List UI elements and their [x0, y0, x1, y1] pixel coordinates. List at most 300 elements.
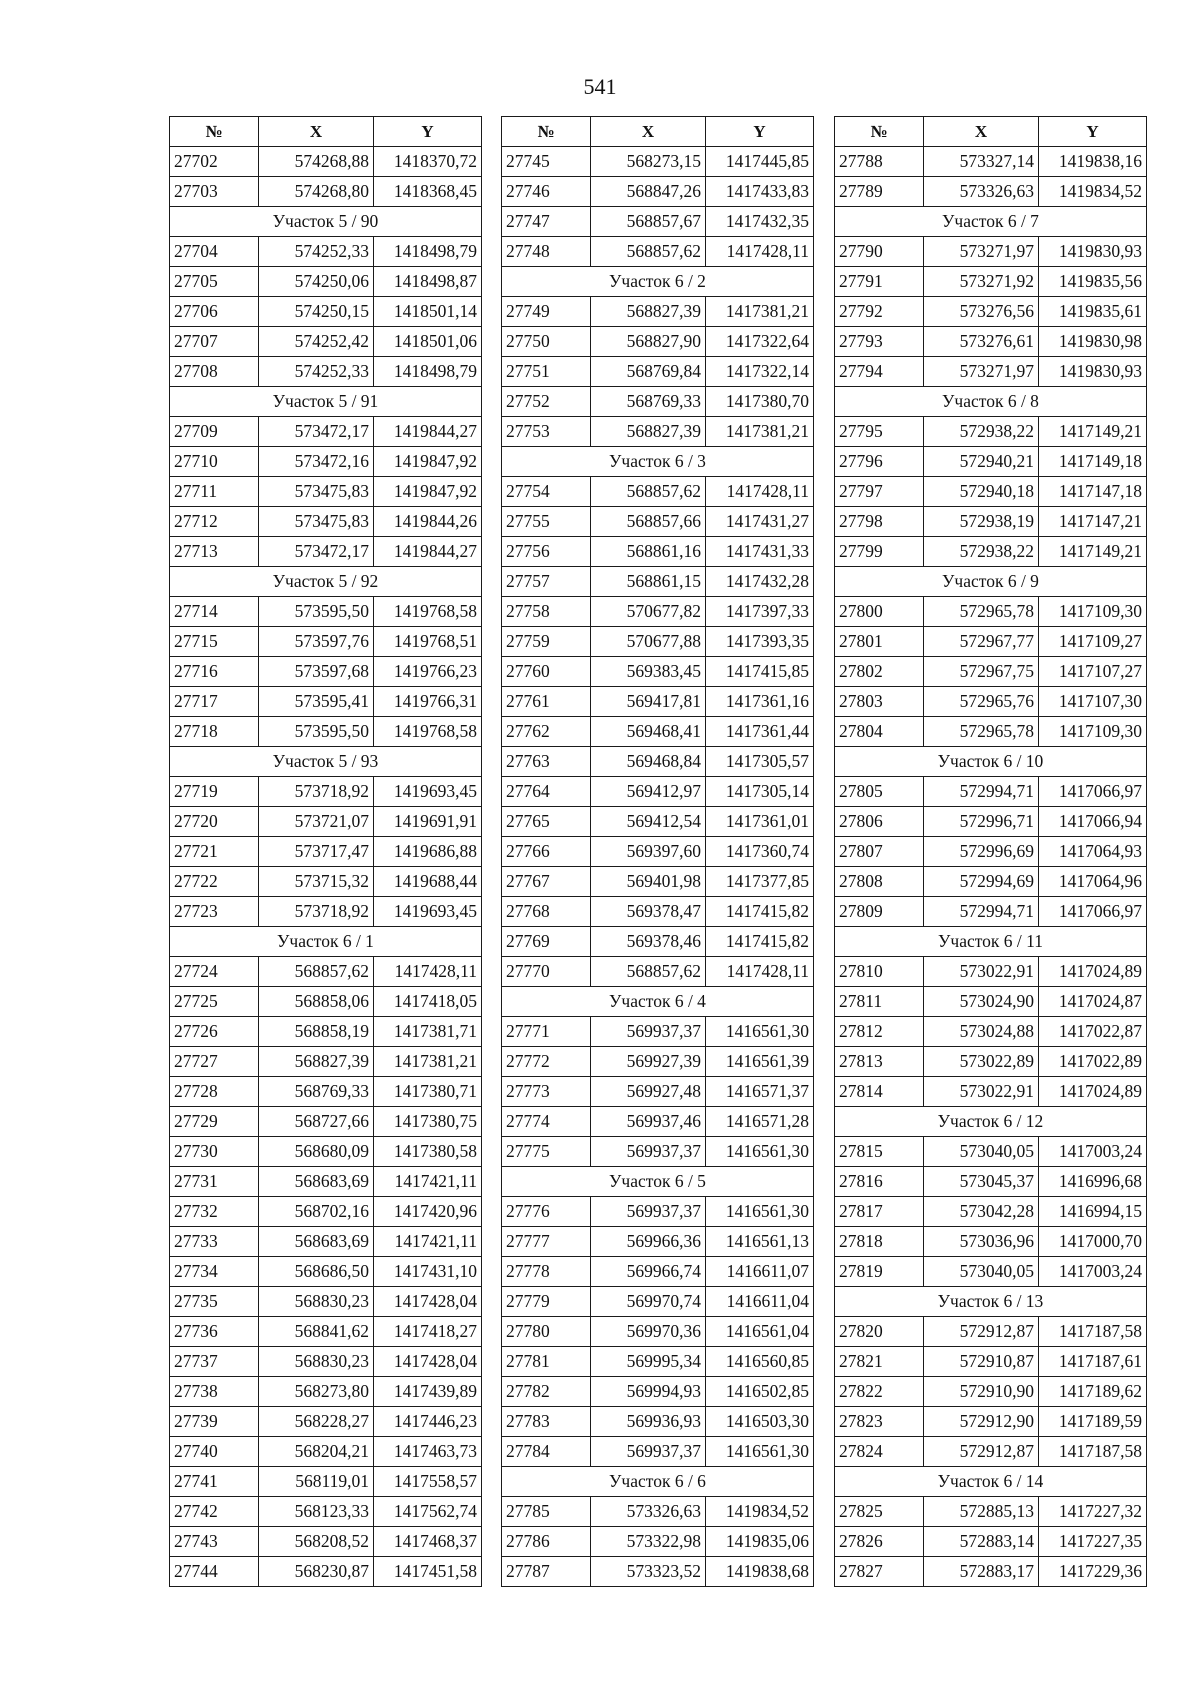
- y-coordinate-cell: 1417322,14: [706, 357, 814, 387]
- table-row: [835, 687, 1147, 717]
- point-number-cell: 27807: [835, 837, 924, 867]
- table-row: [502, 1287, 814, 1317]
- point-number-cell: 27721: [170, 837, 259, 867]
- section-title: Участок 6 / 6: [502, 1467, 814, 1497]
- header-y: Y: [706, 117, 814, 147]
- section-row: [502, 447, 814, 477]
- table-row: [502, 957, 814, 987]
- y-coordinate-cell: 1417439,89: [374, 1377, 482, 1407]
- x-coordinate-cell: 568827,39: [259, 1047, 374, 1077]
- y-coordinate-cell: 1417109,30: [1039, 597, 1147, 627]
- x-coordinate-cell: 573472,16: [259, 447, 374, 477]
- x-coordinate-cell: 572883,14: [924, 1527, 1039, 1557]
- point-number-cell: 27820: [835, 1317, 924, 1347]
- point-number-cell: 27744: [170, 1557, 259, 1587]
- point-number-cell: 27740: [170, 1437, 259, 1467]
- y-coordinate-cell: 1419768,51: [374, 627, 482, 657]
- section-row: [502, 1167, 814, 1197]
- x-coordinate-cell: 569468,41: [591, 717, 706, 747]
- table-row: [170, 477, 482, 507]
- table-row: [502, 687, 814, 717]
- section-row: [835, 207, 1147, 237]
- section-row: [170, 387, 482, 417]
- table-row: [170, 417, 482, 447]
- point-number-cell: 27723: [170, 897, 259, 927]
- x-coordinate-cell: 568841,62: [259, 1317, 374, 1347]
- point-number-cell: 27782: [502, 1377, 591, 1407]
- x-coordinate-cell: 569378,47: [591, 897, 706, 927]
- point-number-cell: 27705: [170, 267, 259, 297]
- section-row: [835, 1107, 1147, 1137]
- table-row: [502, 1137, 814, 1167]
- x-coordinate-cell: 569966,36: [591, 1227, 706, 1257]
- point-number-cell: 27764: [502, 777, 591, 807]
- table-row: [835, 297, 1147, 327]
- table-row: [835, 657, 1147, 687]
- y-coordinate-cell: 1418370,72: [374, 147, 482, 177]
- table-row: [170, 1437, 482, 1467]
- x-coordinate-cell: 573475,83: [259, 507, 374, 537]
- table-row: [502, 507, 814, 537]
- header-row: [835, 117, 1147, 147]
- x-coordinate-cell: 572938,22: [924, 537, 1039, 567]
- x-coordinate-cell: 568858,06: [259, 987, 374, 1017]
- table-row: [835, 1347, 1147, 1377]
- y-coordinate-cell: 1419847,92: [374, 447, 482, 477]
- x-coordinate-cell: 572938,19: [924, 507, 1039, 537]
- point-number-cell: 27731: [170, 1167, 259, 1197]
- section-row: [835, 1287, 1147, 1317]
- point-number-cell: 27795: [835, 417, 924, 447]
- table-row: [502, 1257, 814, 1287]
- section-title: Участок 5 / 92: [170, 567, 482, 597]
- point-number-cell: 27738: [170, 1377, 259, 1407]
- x-coordinate-cell: 572940,18: [924, 477, 1039, 507]
- table-row: [170, 267, 482, 297]
- x-coordinate-cell: 569970,36: [591, 1317, 706, 1347]
- table-row: [502, 807, 814, 837]
- x-coordinate-cell: 568857,62: [259, 957, 374, 987]
- point-number-cell: 27760: [502, 657, 591, 687]
- table-row: [835, 1527, 1147, 1557]
- table-row: [502, 1557, 814, 1587]
- table-row: [502, 177, 814, 207]
- y-coordinate-cell: 1417380,75: [374, 1107, 482, 1137]
- table-row: [835, 1377, 1147, 1407]
- table-row: [170, 687, 482, 717]
- header-y: Y: [374, 117, 482, 147]
- point-number-cell: 27718: [170, 717, 259, 747]
- point-number-cell: 27710: [170, 447, 259, 477]
- y-coordinate-cell: 1419838,68: [706, 1557, 814, 1587]
- header-x: X: [591, 117, 706, 147]
- x-coordinate-cell: 572912,87: [924, 1317, 1039, 1347]
- section-row: [835, 567, 1147, 597]
- x-coordinate-cell: 570677,82: [591, 597, 706, 627]
- table-row: [170, 597, 482, 627]
- y-coordinate-cell: 1416994,15: [1039, 1197, 1147, 1227]
- x-coordinate-cell: 568230,87: [259, 1557, 374, 1587]
- y-coordinate-cell: 1417380,58: [374, 1137, 482, 1167]
- y-coordinate-cell: 1417381,21: [374, 1047, 482, 1077]
- section-title: Участок 6 / 11: [835, 927, 1147, 957]
- x-coordinate-cell: 574250,15: [259, 297, 374, 327]
- y-coordinate-cell: 1417147,18: [1039, 477, 1147, 507]
- table-row: [502, 387, 814, 417]
- section-row: [170, 207, 482, 237]
- table-row: [170, 327, 482, 357]
- point-number-cell: 27739: [170, 1407, 259, 1437]
- section-title: Участок 5 / 90: [170, 207, 482, 237]
- y-coordinate-cell: 1419830,98: [1039, 327, 1147, 357]
- table-row: [502, 1347, 814, 1377]
- section-title: Участок 6 / 1: [170, 927, 482, 957]
- y-coordinate-cell: 1417428,04: [374, 1287, 482, 1317]
- point-number-cell: 27791: [835, 267, 924, 297]
- point-number-cell: 27709: [170, 417, 259, 447]
- x-coordinate-cell: 569937,46: [591, 1107, 706, 1137]
- y-coordinate-cell: 1419835,56: [1039, 267, 1147, 297]
- table-row: [835, 987, 1147, 1017]
- section-row: [170, 567, 482, 597]
- y-coordinate-cell: 1417024,87: [1039, 987, 1147, 1017]
- y-coordinate-cell: 1417189,62: [1039, 1377, 1147, 1407]
- y-coordinate-cell: 1417064,93: [1039, 837, 1147, 867]
- y-coordinate-cell: 1417003,24: [1039, 1257, 1147, 1287]
- table-row: [170, 627, 482, 657]
- table-row: [835, 1167, 1147, 1197]
- y-coordinate-cell: 1419844,26: [374, 507, 482, 537]
- table-row: [502, 777, 814, 807]
- table-row: [502, 1377, 814, 1407]
- y-coordinate-cell: 1419830,93: [1039, 357, 1147, 387]
- table-row: [170, 1167, 482, 1197]
- x-coordinate-cell: 572910,90: [924, 1377, 1039, 1407]
- point-number-cell: 27823: [835, 1407, 924, 1437]
- section-row: [170, 747, 482, 777]
- point-number-cell: 27800: [835, 597, 924, 627]
- x-coordinate-cell: 568119,01: [259, 1467, 374, 1497]
- coordinates-table-1: [169, 116, 482, 1587]
- point-number-cell: 27752: [502, 387, 591, 417]
- y-coordinate-cell: 1417445,85: [706, 147, 814, 177]
- y-coordinate-cell: 1417432,28: [706, 567, 814, 597]
- y-coordinate-cell: 1417187,58: [1039, 1437, 1147, 1467]
- point-number-cell: 27711: [170, 477, 259, 507]
- y-coordinate-cell: 1416561,04: [706, 1317, 814, 1347]
- table-row: [502, 897, 814, 927]
- table-row: [502, 597, 814, 627]
- y-coordinate-cell: 1417431,10: [374, 1257, 482, 1287]
- y-coordinate-cell: 1417149,21: [1039, 537, 1147, 567]
- table-row: [170, 957, 482, 987]
- point-number-cell: 27818: [835, 1227, 924, 1257]
- y-coordinate-cell: 1417229,36: [1039, 1557, 1147, 1587]
- table-row: [502, 627, 814, 657]
- point-number-cell: 27703: [170, 177, 259, 207]
- x-coordinate-cell: 572994,71: [924, 897, 1039, 927]
- point-number-cell: 27801: [835, 627, 924, 657]
- point-number-cell: 27763: [502, 747, 591, 777]
- x-coordinate-cell: 573327,14: [924, 147, 1039, 177]
- point-number-cell: 27746: [502, 177, 591, 207]
- y-coordinate-cell: 1416561,30: [706, 1437, 814, 1467]
- point-number-cell: 27761: [502, 687, 591, 717]
- y-coordinate-cell: 1416996,68: [1039, 1167, 1147, 1197]
- point-number-cell: 27784: [502, 1437, 591, 1467]
- point-number-cell: 27702: [170, 147, 259, 177]
- point-number-cell: 27805: [835, 777, 924, 807]
- y-coordinate-cell: 1417451,58: [374, 1557, 482, 1587]
- y-coordinate-cell: 1417227,32: [1039, 1497, 1147, 1527]
- y-coordinate-cell: 1417397,33: [706, 597, 814, 627]
- point-number-cell: 27727: [170, 1047, 259, 1077]
- y-coordinate-cell: 1416560,85: [706, 1347, 814, 1377]
- section-row: [835, 387, 1147, 417]
- section-title: Участок 6 / 4: [502, 987, 814, 1017]
- table-row: [835, 1257, 1147, 1287]
- table-row: [170, 1077, 482, 1107]
- table-row: [835, 777, 1147, 807]
- x-coordinate-cell: 568683,69: [259, 1227, 374, 1257]
- section-title: Участок 6 / 14: [835, 1467, 1147, 1497]
- section-title: Участок 5 / 91: [170, 387, 482, 417]
- table-row: [835, 627, 1147, 657]
- table-row: [170, 1527, 482, 1557]
- x-coordinate-cell: 569937,37: [591, 1437, 706, 1467]
- table-row: [170, 867, 482, 897]
- x-coordinate-cell: 572965,78: [924, 717, 1039, 747]
- point-number-cell: 27790: [835, 237, 924, 267]
- point-number-cell: 27714: [170, 597, 259, 627]
- y-coordinate-cell: 1419844,27: [374, 417, 482, 447]
- table-row: [502, 657, 814, 687]
- x-coordinate-cell: 569937,37: [591, 1197, 706, 1227]
- table-row: [170, 1377, 482, 1407]
- point-number-cell: 27804: [835, 717, 924, 747]
- table-row: [170, 447, 482, 477]
- point-number-cell: 27789: [835, 177, 924, 207]
- point-number-cell: 27812: [835, 1017, 924, 1047]
- table-row: [502, 477, 814, 507]
- point-number-cell: 27706: [170, 297, 259, 327]
- x-coordinate-cell: 573326,63: [591, 1497, 706, 1527]
- table-row: [835, 267, 1147, 297]
- y-coordinate-cell: 1417431,27: [706, 507, 814, 537]
- table-row: [835, 1437, 1147, 1467]
- y-coordinate-cell: 1417421,11: [374, 1167, 482, 1197]
- point-number-cell: 27751: [502, 357, 591, 387]
- table-row: [835, 477, 1147, 507]
- y-coordinate-cell: 1419766,31: [374, 687, 482, 717]
- point-number-cell: 27797: [835, 477, 924, 507]
- y-coordinate-cell: 1417558,57: [374, 1467, 482, 1497]
- x-coordinate-cell: 568123,33: [259, 1497, 374, 1527]
- y-coordinate-cell: 1419686,88: [374, 837, 482, 867]
- y-coordinate-cell: 1417421,11: [374, 1227, 482, 1257]
- x-coordinate-cell: 569995,34: [591, 1347, 706, 1377]
- point-number-cell: 27798: [835, 507, 924, 537]
- point-number-cell: 27813: [835, 1047, 924, 1077]
- x-coordinate-cell: 573271,92: [924, 267, 1039, 297]
- x-coordinate-cell: 572912,87: [924, 1437, 1039, 1467]
- y-coordinate-cell: 1417415,82: [706, 927, 814, 957]
- y-coordinate-cell: 1418501,14: [374, 297, 482, 327]
- point-number-cell: 27742: [170, 1497, 259, 1527]
- point-number-cell: 27821: [835, 1347, 924, 1377]
- table-row: [502, 1017, 814, 1047]
- point-number-cell: 27817: [835, 1197, 924, 1227]
- x-coordinate-cell: 568228,27: [259, 1407, 374, 1437]
- x-coordinate-cell: 568702,16: [259, 1197, 374, 1227]
- point-number-cell: 27755: [502, 507, 591, 537]
- table-row: [170, 1107, 482, 1137]
- table-row: [835, 1017, 1147, 1047]
- x-coordinate-cell: 568827,90: [591, 327, 706, 357]
- table-row: [170, 1497, 482, 1527]
- x-coordinate-cell: 568857,62: [591, 957, 706, 987]
- x-coordinate-cell: 573718,92: [259, 897, 374, 927]
- table-row: [835, 717, 1147, 747]
- y-coordinate-cell: 1417000,70: [1039, 1227, 1147, 1257]
- table-row: [835, 1047, 1147, 1077]
- y-coordinate-cell: 1416502,85: [706, 1377, 814, 1407]
- point-number-cell: 27792: [835, 297, 924, 327]
- point-number-cell: 27717: [170, 687, 259, 717]
- x-coordinate-cell: 573322,98: [591, 1527, 706, 1557]
- x-coordinate-cell: 568827,39: [591, 417, 706, 447]
- table-row: [502, 1227, 814, 1257]
- table-row: [170, 357, 482, 387]
- y-coordinate-cell: 1418368,45: [374, 177, 482, 207]
- x-coordinate-cell: 572994,69: [924, 867, 1039, 897]
- x-coordinate-cell: 572910,87: [924, 1347, 1039, 1377]
- x-coordinate-cell: 573042,28: [924, 1197, 1039, 1227]
- y-coordinate-cell: 1419834,52: [1039, 177, 1147, 207]
- point-number-cell: 27780: [502, 1317, 591, 1347]
- table-row: [502, 567, 814, 597]
- y-coordinate-cell: 1417377,85: [706, 867, 814, 897]
- x-coordinate-cell: 568769,33: [259, 1077, 374, 1107]
- y-coordinate-cell: 1417024,89: [1039, 957, 1147, 987]
- x-coordinate-cell: 568857,66: [591, 507, 706, 537]
- x-coordinate-cell: 573326,63: [924, 177, 1039, 207]
- x-coordinate-cell: 573721,07: [259, 807, 374, 837]
- table-row: [502, 747, 814, 777]
- table-row: [170, 897, 482, 927]
- table-row: [502, 1317, 814, 1347]
- header-row: [502, 117, 814, 147]
- y-coordinate-cell: 1417420,96: [374, 1197, 482, 1227]
- y-coordinate-cell: 1416503,30: [706, 1407, 814, 1437]
- point-number-cell: 27736: [170, 1317, 259, 1347]
- table-row: [502, 417, 814, 447]
- y-coordinate-cell: 1417418,05: [374, 987, 482, 1017]
- table-row: [170, 807, 482, 837]
- y-coordinate-cell: 1419835,61: [1039, 297, 1147, 327]
- table-row: [835, 357, 1147, 387]
- point-number-cell: 27735: [170, 1287, 259, 1317]
- x-coordinate-cell: 573271,97: [924, 237, 1039, 267]
- x-coordinate-cell: 568727,66: [259, 1107, 374, 1137]
- point-number-cell: 27745: [502, 147, 591, 177]
- x-coordinate-cell: 573276,56: [924, 297, 1039, 327]
- table-row: [502, 357, 814, 387]
- y-coordinate-cell: 1417446,23: [374, 1407, 482, 1437]
- y-coordinate-cell: 1419768,58: [374, 717, 482, 747]
- x-coordinate-cell: 573717,47: [259, 837, 374, 867]
- y-coordinate-cell: 1416561,30: [706, 1017, 814, 1047]
- table-row: [170, 1047, 482, 1077]
- x-coordinate-cell: 573472,17: [259, 537, 374, 567]
- y-coordinate-cell: 1419693,45: [374, 897, 482, 927]
- y-coordinate-cell: 1416611,04: [706, 1287, 814, 1317]
- point-number-cell: 27825: [835, 1497, 924, 1527]
- table-row: [835, 507, 1147, 537]
- section-title: Участок 6 / 3: [502, 447, 814, 477]
- x-coordinate-cell: 568683,69: [259, 1167, 374, 1197]
- point-number-cell: 27769: [502, 927, 591, 957]
- point-number-cell: 27759: [502, 627, 591, 657]
- table-row: [170, 837, 482, 867]
- x-coordinate-cell: 569401,98: [591, 867, 706, 897]
- table-row: [170, 1287, 482, 1317]
- header-row: [170, 117, 482, 147]
- x-coordinate-cell: 573040,05: [924, 1257, 1039, 1287]
- x-coordinate-cell: 572996,69: [924, 837, 1039, 867]
- table-row: [835, 1557, 1147, 1587]
- point-number-cell: 27743: [170, 1527, 259, 1557]
- x-coordinate-cell: 568827,39: [591, 297, 706, 327]
- section-title: Участок 6 / 10: [835, 747, 1147, 777]
- y-coordinate-cell: 1419766,23: [374, 657, 482, 687]
- point-number-cell: 27737: [170, 1347, 259, 1377]
- y-coordinate-cell: 1417109,27: [1039, 627, 1147, 657]
- y-coordinate-cell: 1417187,58: [1039, 1317, 1147, 1347]
- point-number-cell: 27770: [502, 957, 591, 987]
- y-coordinate-cell: 1416571,28: [706, 1107, 814, 1137]
- y-coordinate-cell: 1417415,85: [706, 657, 814, 687]
- y-coordinate-cell: 1419691,91: [374, 807, 482, 837]
- x-coordinate-cell: 568769,33: [591, 387, 706, 417]
- x-coordinate-cell: 569378,46: [591, 927, 706, 957]
- point-number-cell: 27824: [835, 1437, 924, 1467]
- section-row: [502, 267, 814, 297]
- table-row: [502, 1527, 814, 1557]
- y-coordinate-cell: 1417022,89: [1039, 1047, 1147, 1077]
- point-number-cell: 27747: [502, 207, 591, 237]
- y-coordinate-cell: 1418501,06: [374, 327, 482, 357]
- table-row: [502, 867, 814, 897]
- x-coordinate-cell: 573276,61: [924, 327, 1039, 357]
- x-coordinate-cell: 568204,21: [259, 1437, 374, 1467]
- point-number-cell: 27704: [170, 237, 259, 267]
- table-row: [170, 1347, 482, 1377]
- point-number-cell: 27774: [502, 1107, 591, 1137]
- point-number-cell: 27771: [502, 1017, 591, 1047]
- y-coordinate-cell: 1417109,30: [1039, 717, 1147, 747]
- y-coordinate-cell: 1417147,21: [1039, 507, 1147, 537]
- table-row: [502, 237, 814, 267]
- point-number-cell: 27756: [502, 537, 591, 567]
- point-number-cell: 27779: [502, 1287, 591, 1317]
- table-row: [835, 447, 1147, 477]
- point-number-cell: 27819: [835, 1257, 924, 1287]
- table-row: [170, 537, 482, 567]
- y-coordinate-cell: 1419768,58: [374, 597, 482, 627]
- section-row: [835, 747, 1147, 777]
- table-row: [170, 657, 482, 687]
